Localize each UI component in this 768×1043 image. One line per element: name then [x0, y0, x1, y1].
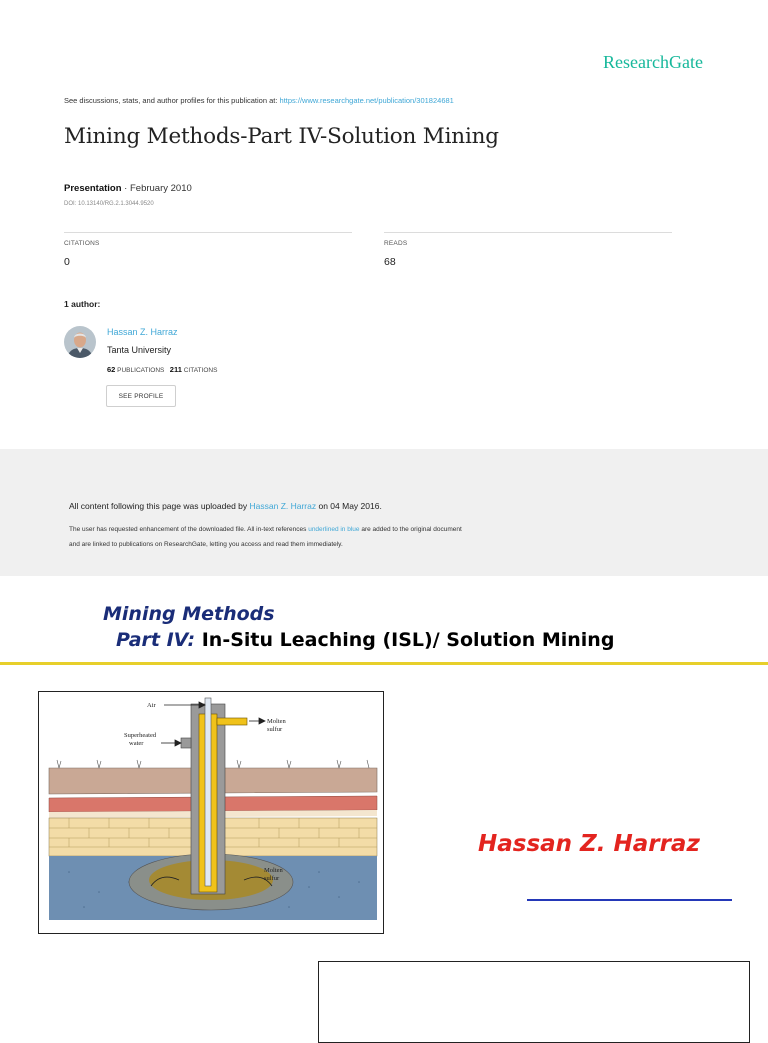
- label-molten-1: Molten: [267, 718, 286, 725]
- label-molten-2: sulfur: [267, 726, 283, 733]
- slide-title-rest: In-Situ Leaching (ISL)/ Solution Mining: [195, 629, 615, 651]
- author-avatar[interactable]: [64, 326, 96, 358]
- label-superheated-2: water: [129, 740, 144, 747]
- frasch-process-diagram: [39, 692, 383, 933]
- uploaded-by-line: [69, 501, 382, 511]
- author-institution: Tanta University: [107, 345, 172, 355]
- see-profile-button[interactable]: SEE PROFILE: [106, 385, 176, 407]
- notice-line1-suffix: are added to the original document: [359, 526, 462, 533]
- author-citations-count: 211: [169, 365, 182, 374]
- label-superheated-1: Superheated: [124, 732, 157, 739]
- publication-url-link[interactable]: https://www.researchgate.net/publication/301824681: [279, 96, 454, 105]
- citations-label: CITATIONS: [64, 240, 100, 247]
- slide-title-line2: [116, 629, 614, 651]
- slide-author-name: Hassan Z. Harraz: [478, 831, 700, 857]
- upload-notice-band: [0, 449, 768, 576]
- citations-value: 0: [64, 256, 70, 268]
- publication-date: · February 2010: [121, 183, 192, 194]
- divider-citations: [64, 232, 352, 233]
- reads-label: READS: [384, 240, 408, 247]
- author-stats: [107, 365, 217, 374]
- notice-line1-prefix: The user has requested enhancement of the downloaded file. All in-text references: [69, 526, 309, 533]
- uploaded-prefix: All content following this page was uploaded by: [69, 501, 250, 511]
- publication-meta: [64, 183, 192, 194]
- author-publications-count: 62: [107, 365, 116, 374]
- reads-value: 68: [384, 256, 396, 268]
- divider-reads: [384, 232, 672, 233]
- publication-title: Mining Methods-Part IV-Solution Mining: [64, 124, 499, 149]
- enhancement-notice-line2: and are linked to publications on ResearchGate, letting you access and read them immediately.: [69, 541, 343, 548]
- avatar-portrait-icon: [64, 326, 96, 358]
- uploader-link[interactable]: Hassan Z. Harraz: [249, 501, 317, 511]
- label-molten-pool-2: sulfur: [264, 875, 280, 882]
- author-name-link[interactable]: Hassan Z. Harraz: [107, 327, 178, 337]
- water-inlet: [181, 738, 191, 748]
- label-molten-pool-1: Molten: [264, 867, 283, 874]
- sulfur-outlet: [217, 718, 247, 725]
- researchgate-logo[interactable]: ResearchGate: [603, 52, 703, 72]
- author-publications-label: PUBLICATIONS: [117, 367, 165, 374]
- slide-author-underline: [527, 899, 732, 901]
- label-air: Air: [147, 702, 156, 709]
- authors-label: 1 author:: [64, 299, 101, 309]
- air-pipe: [205, 698, 211, 886]
- slide-empty-box: [318, 961, 750, 1043]
- slide-gold-rule: [0, 662, 768, 665]
- author-citations-label: CITATIONS: [183, 367, 218, 374]
- publication-type: Presentation: [64, 183, 122, 194]
- discussions-text: See discussions, stats, and author profiles for this publication at:: [64, 96, 280, 105]
- slide-title-part: Part IV:: [116, 629, 196, 651]
- uploaded-suffix: on 04 May 2016.: [316, 501, 382, 511]
- slide-title-line1: Mining Methods: [103, 603, 275, 625]
- frasch-process-figure: [38, 691, 384, 934]
- discussions-line: [64, 96, 454, 105]
- enhancement-notice-line1: [69, 526, 462, 533]
- underlined-in-blue-link[interactable]: underlined in blue: [308, 526, 360, 533]
- publication-doi: DOI: 10.13140/RG.2.1.3044.9520: [64, 201, 154, 207]
